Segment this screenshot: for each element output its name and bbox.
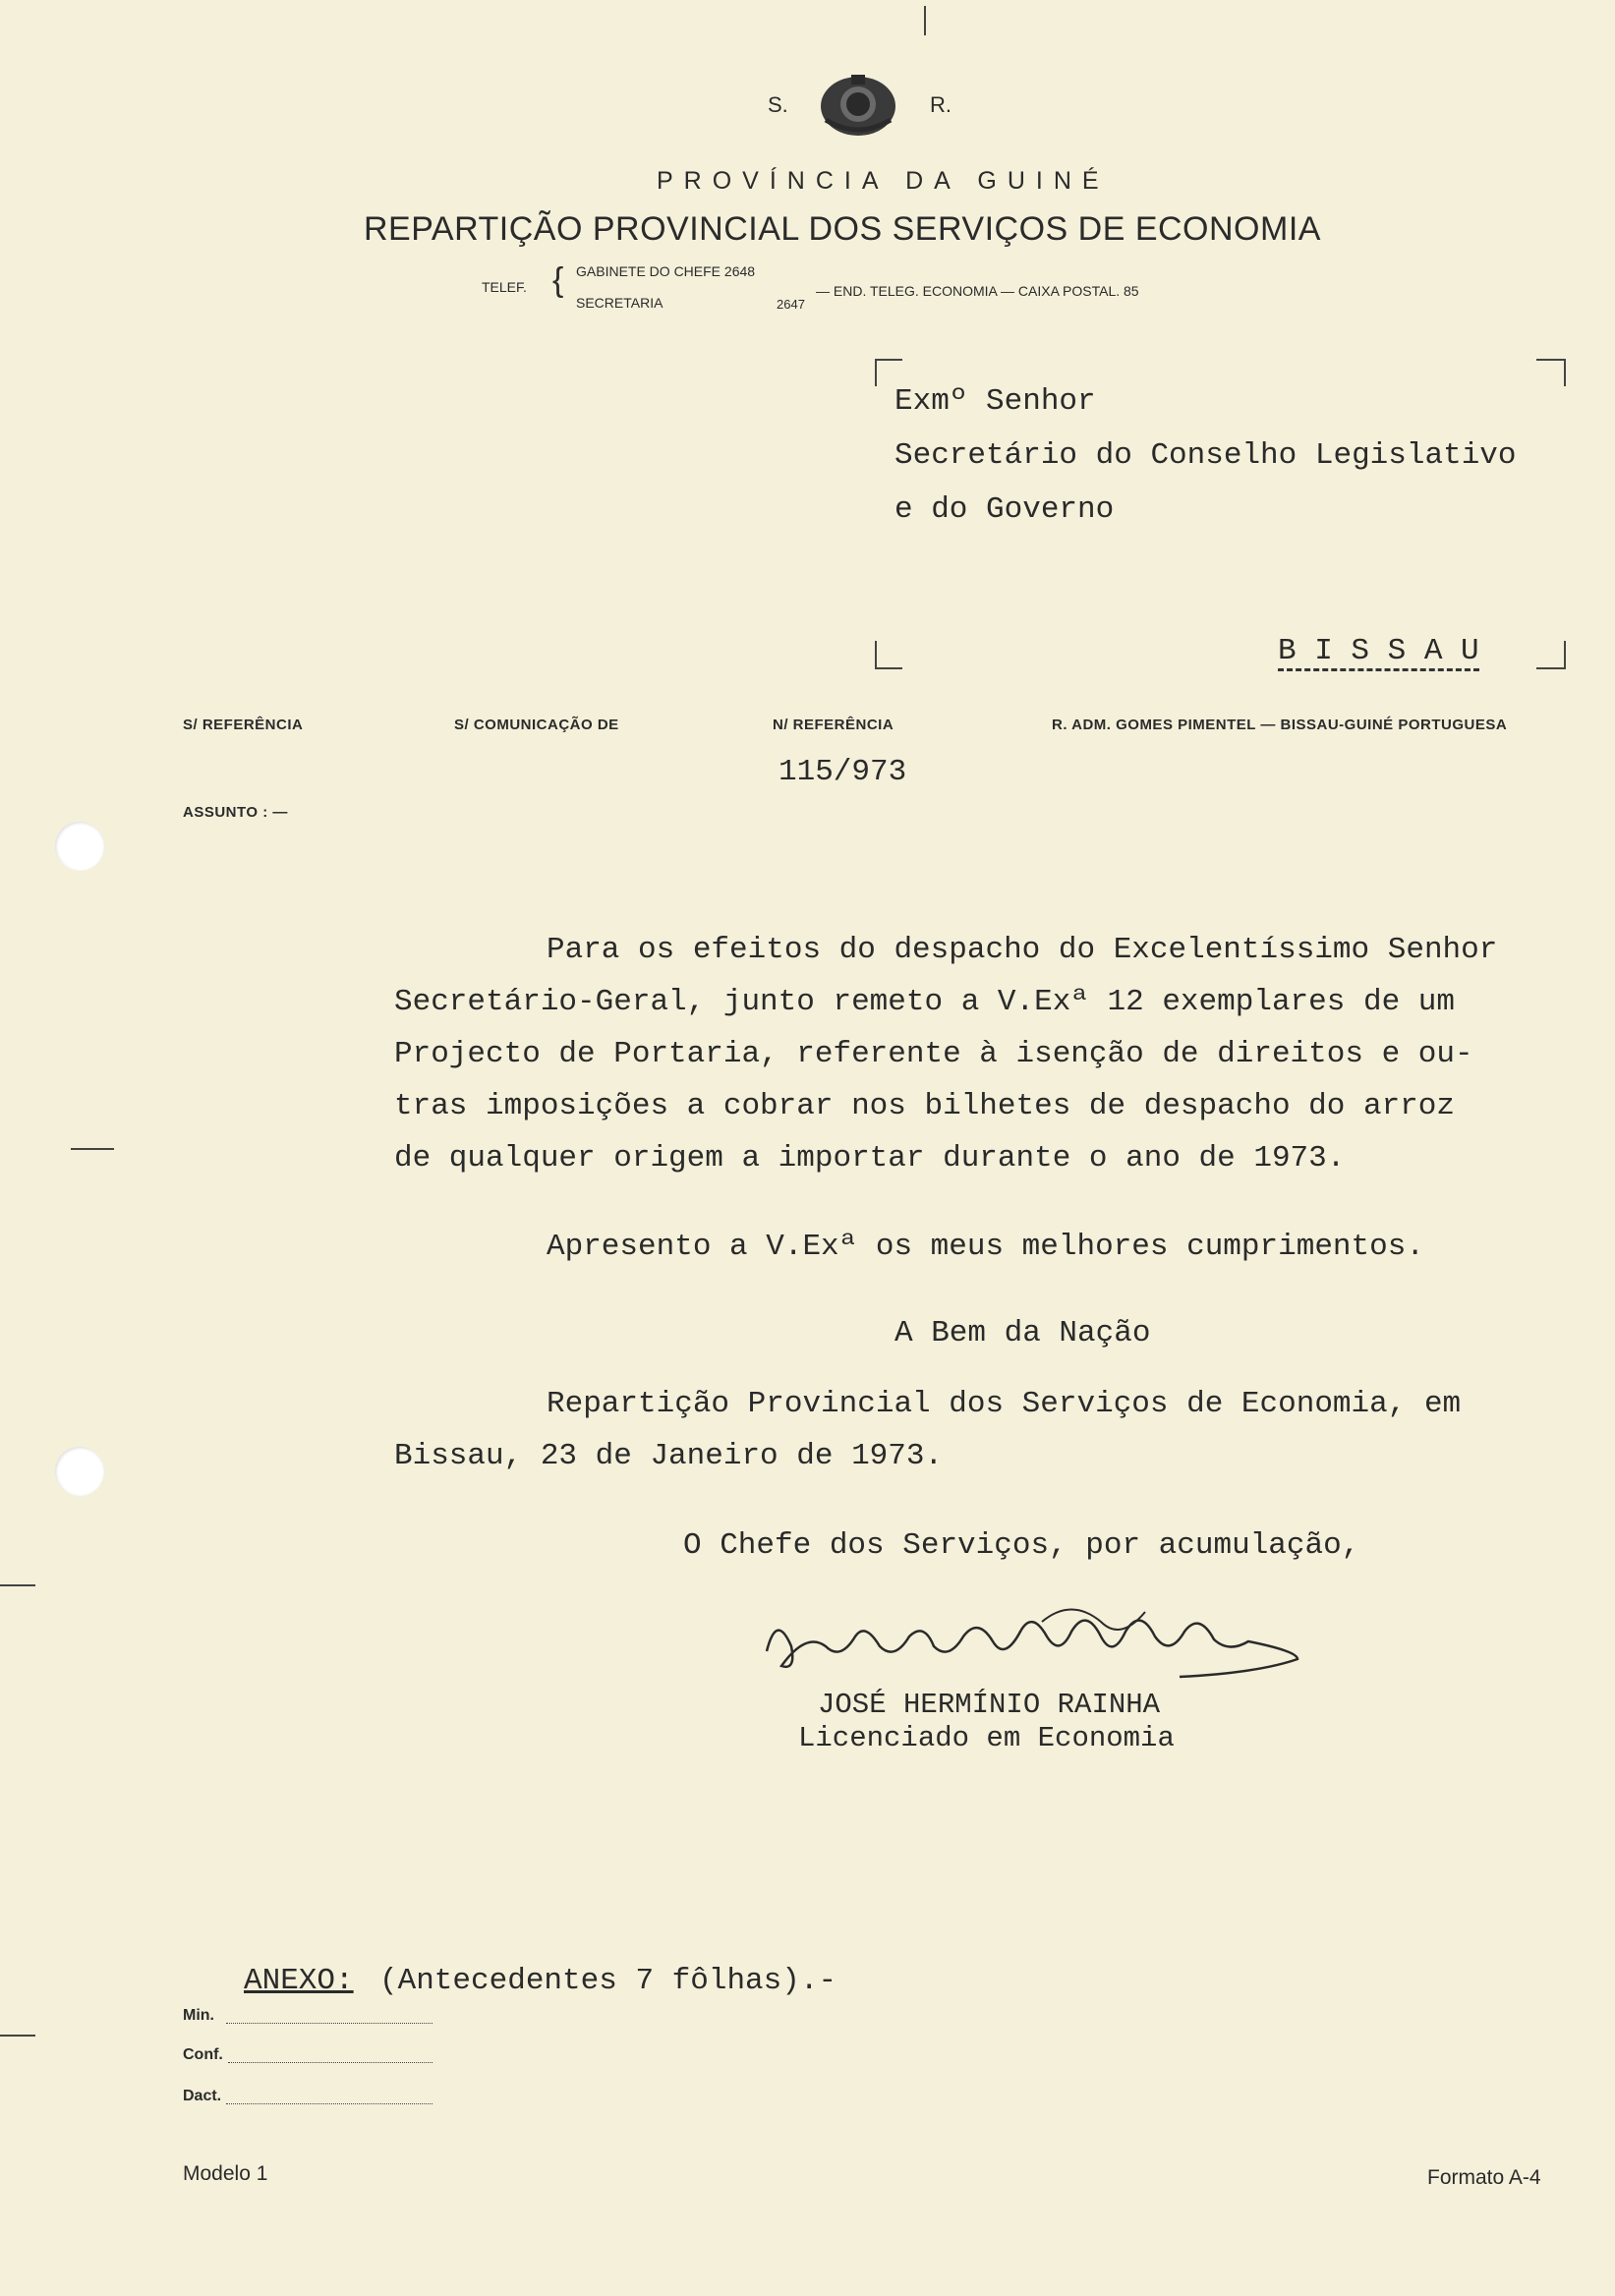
s-letter: S. <box>768 92 788 117</box>
anexo-text: (Antecedentes 7 fôlhas).- <box>379 1964 837 1998</box>
paragraph-1-line-5: de qualquer origem a importar durante o ano de 1973. <box>394 1141 1346 1176</box>
r-letter: R. <box>930 92 952 117</box>
min-dotted-line <box>226 2023 433 2024</box>
anexo-label: ANEXO: <box>244 1964 354 1998</box>
window-corner-tr-h <box>1536 359 1566 361</box>
telegraph-line: — END. TELEG. ECONOMIA — CAIXA POSTAL. 85 <box>816 283 1139 299</box>
closing-formula: A Bem da Nação <box>894 1316 1151 1350</box>
conf-dotted-line <box>228 2062 433 2063</box>
n-referencia-value: 115/973 <box>779 755 907 789</box>
recipient-line-1: Exmº Senhor <box>894 384 1096 419</box>
province-title: PROVÍNCIA DA GUINÉ <box>657 167 1110 195</box>
window-corner-tr-v <box>1564 359 1566 386</box>
coat-of-arms-emblem <box>816 71 900 142</box>
handwritten-signature <box>747 1592 1307 1700</box>
window-corner-bl-h <box>875 667 902 669</box>
signatory-role: O Chefe dos Serviços, por acumulação, <box>683 1528 1360 1563</box>
tel-line-1: GABINETE DO CHEFE 2648 <box>576 263 756 279</box>
left-edge-mark-1 <box>0 1584 35 1586</box>
paragraph-1-line-1: Para os efeitos do despacho do Excelentíssimo Senhor <box>547 933 1498 967</box>
paragraph-1-line-4: tras imposições a cobrar nos bilhetes de despacho do arroz <box>394 1089 1455 1123</box>
assunto-label: ASSUNTO : — <box>183 804 288 821</box>
dact-dotted-line <box>226 2103 433 2104</box>
min-label: Min. <box>183 2007 214 2024</box>
paragraph-4-line-2: Bissau, 23 de Janeiro de 1973. <box>394 1439 944 1473</box>
window-corner-br-h <box>1536 667 1566 669</box>
s-referencia-label: S/ REFERÊNCIA <box>183 717 304 733</box>
dact-label: Dact. <box>183 2088 222 2104</box>
tel-line-2-label: SECRETARIA <box>576 295 663 311</box>
punch-hole-bottom <box>55 1447 104 1496</box>
signatory-name: JOSÉ HERMÍNIO RAINHA <box>818 1689 1161 1721</box>
recipient-line-3: e do Governo <box>894 492 1115 527</box>
paragraph-1-line-2: Secretário-Geral, junto remeto a V.Exª 12 exemplares de um <box>394 985 1455 1019</box>
model-number: Modelo 1 <box>183 2162 268 2185</box>
paragraph-1-line-3: Projecto de Portaria, referente à isenção de direitos e ou- <box>394 1037 1473 1071</box>
s-comunicacao-label: S/ COMUNICAÇÃO DE <box>454 717 619 733</box>
side-fold-mark <box>71 1148 114 1150</box>
window-corner-br-v <box>1564 641 1566 668</box>
window-corner-bl-v <box>875 641 877 668</box>
punch-hole-top <box>55 822 104 871</box>
paragraph-4-line-1: Repartição Provincial dos Serviços de Economia, em <box>547 1387 1462 1421</box>
n-referencia-label: N/ REFERÊNCIA <box>773 717 894 733</box>
telef-label: TELEF. <box>482 279 527 295</box>
recipient-line-2: Secretário do Conselho Legislativo <box>894 438 1517 473</box>
signatory-title: Licenciado em Economia <box>798 1722 1175 1754</box>
paragraph-2: Apresento a V.Exª os meus melhores cumprimentos. <box>547 1230 1424 1264</box>
window-corner-tl-v <box>875 359 877 386</box>
left-edge-mark-2 <box>0 2035 35 2037</box>
recipient-city: B I S S A U <box>1278 635 1479 671</box>
conf-label: Conf. <box>183 2046 223 2063</box>
office-address: R. ADM. GOMES PIMENTEL — BISSAU-GUINÉ PORTUGUESA <box>1052 717 1508 733</box>
paper-format: Formato A-4 <box>1427 2166 1541 2189</box>
window-corner-tl-h <box>875 359 902 361</box>
tel-line-2-number: 2647 <box>777 297 805 312</box>
top-fold-mark <box>924 6 926 35</box>
department-title: REPARTIÇÃO PROVINCIAL DOS SERVIÇOS DE ECONOMIA <box>364 210 1321 248</box>
telef-brace: { <box>552 261 564 299</box>
